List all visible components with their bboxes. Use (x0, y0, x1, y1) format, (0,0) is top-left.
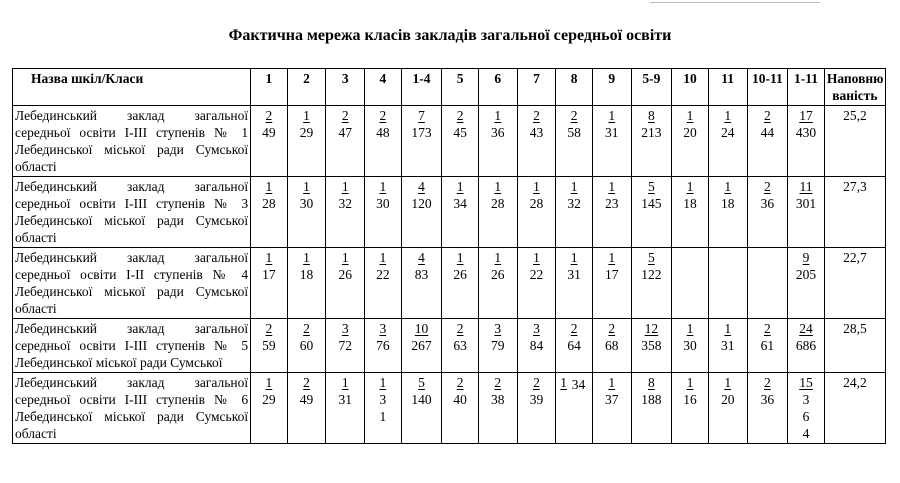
occupancy-value: 22,7 (824, 248, 885, 319)
students-count: 44 (760, 125, 775, 140)
students-count: 358 (641, 338, 662, 353)
header-grade: 3 (326, 69, 365, 106)
classes-count: 8 (648, 108, 655, 123)
students-count: 26 (491, 267, 505, 282)
class-count-cell (708, 177, 747, 248)
students-count: 58 (567, 125, 581, 140)
classes-count: 3 (341, 321, 349, 336)
students-count: 76 (376, 338, 390, 353)
students-count: 188 (641, 392, 662, 407)
header-grade: 5 (442, 69, 479, 106)
header-grade: 7 (517, 69, 556, 106)
header-grade: 6 (478, 69, 517, 106)
class-count-cell (365, 177, 402, 248)
class-count-cell (556, 319, 593, 373)
class-count-cell (708, 319, 747, 373)
classes-count: 2 (494, 375, 502, 390)
classes-count: 1 (265, 179, 273, 194)
students-count: 26 (453, 267, 467, 282)
students-count: 45 (453, 125, 467, 140)
classes-count: 1 (686, 108, 694, 123)
students-count: 30 (299, 196, 314, 211)
classes-count: 2 (763, 179, 771, 194)
class-count-cell (478, 177, 517, 248)
students-count: 43 (529, 125, 544, 140)
students-count: 18 (720, 196, 735, 211)
class-count-cell (708, 373, 747, 444)
students-count: 36 (491, 125, 505, 140)
class-count-cell (401, 373, 442, 444)
class-network-table (12, 68, 886, 444)
classes-count: 1 (456, 250, 464, 265)
students-count: 49 (262, 125, 276, 140)
students-count: 79 (491, 338, 505, 353)
class-count-cell (287, 373, 326, 444)
classes-count: 1 (608, 375, 616, 390)
students-count: 31 (379, 392, 387, 424)
students-count: 20 (683, 125, 697, 140)
students-count: 28 (262, 196, 276, 211)
students-count: 39 (529, 392, 544, 407)
students-count: 48 (376, 125, 390, 140)
classes-count: 1 (608, 250, 616, 265)
classes-count: 1 (570, 250, 578, 265)
classes-count: 1 (724, 321, 732, 336)
header-grade: 5-9 (631, 69, 672, 106)
classes-count: 1 (608, 179, 616, 194)
classes-count: 15 (799, 375, 813, 390)
class-count-cell (672, 373, 709, 444)
classes-count: 1 (265, 250, 273, 265)
header-grade: 1 (251, 69, 288, 106)
class-count-cell (788, 106, 825, 177)
classes-count: 1 (608, 108, 616, 123)
class-count-cell (631, 177, 672, 248)
header-grade: 10-11 (747, 69, 788, 106)
classes-count: 3 (533, 321, 540, 336)
class-count-cell (517, 248, 556, 319)
students-count: 64 (567, 338, 581, 353)
class-count-cell (251, 177, 288, 248)
class-count-cell (326, 177, 365, 248)
students-count: 120 (411, 196, 432, 211)
students-count: 72 (338, 338, 352, 353)
class-count-cell (517, 373, 556, 444)
class-count-cell (788, 319, 825, 373)
classes-count: 11 (799, 179, 813, 194)
classes-count: 2 (608, 321, 616, 336)
students-count: 47 (338, 125, 352, 140)
class-count-cell (401, 177, 442, 248)
class-count-cell (556, 373, 593, 444)
classes-count: 1 (379, 375, 387, 390)
students-count: 63 (453, 338, 467, 353)
students-count: 34 (571, 377, 586, 392)
classes-count: 8 (648, 375, 655, 390)
students-count: 173 (411, 125, 432, 140)
classes-count: 7 (418, 108, 425, 123)
class-count-cell (592, 319, 631, 373)
class-count-cell (708, 248, 747, 319)
class-count-cell (631, 248, 672, 319)
class-count-cell (672, 319, 709, 373)
classes-count: 12 (644, 321, 659, 336)
table-header-row (13, 69, 886, 106)
class-count-cell (287, 319, 326, 373)
classes-count: 1 (341, 179, 349, 194)
class-count-cell (631, 373, 672, 444)
table-row (13, 319, 886, 373)
classes-count: 1 (570, 179, 578, 194)
classes-count: 1 (686, 179, 694, 194)
students-count: 68 (604, 338, 619, 353)
classes-count: 9 (802, 250, 810, 265)
classes-count: 2 (265, 321, 273, 336)
classes-count: 1 (724, 108, 732, 123)
classes-count: 1 (341, 375, 349, 390)
class-count-cell (788, 177, 825, 248)
header-grade: 10 (672, 69, 709, 106)
class-count-cell (672, 106, 709, 177)
occupancy-value: 24,2 (824, 373, 885, 444)
classes-count: 2 (456, 375, 464, 390)
class-count-cell (401, 106, 442, 177)
students-count: 28 (491, 196, 505, 211)
class-count-cell (365, 106, 402, 177)
classes-count: 2 (456, 321, 464, 336)
students-count: 30 (376, 196, 390, 211)
classes-count: 1 (686, 321, 694, 336)
classes-count: 2 (533, 375, 540, 390)
class-count-cell (747, 177, 788, 248)
classes-count: 2 (533, 108, 540, 123)
classes-count: 2 (763, 108, 771, 123)
students-count: 28 (529, 196, 544, 211)
students-count: 17 (262, 267, 276, 282)
class-count-cell (708, 106, 747, 177)
class-count-cell (251, 373, 288, 444)
page-title: Фактична мережа класів закладів загальної середньої освіти (228, 27, 672, 44)
classes-count: 1 (724, 375, 732, 390)
classes-count: 1 (379, 179, 387, 194)
students-count: 59 (262, 338, 276, 353)
table-row (13, 248, 886, 319)
school-name: Лебединський заклад загальної середньої освіти І-ІІІ ступенів № 1 Лебединської міської ради Сумської області (13, 106, 251, 177)
class-count-cell (556, 248, 593, 319)
classes-count: 1 (456, 179, 464, 194)
students-count: 301 (795, 196, 817, 211)
class-count-cell (672, 248, 709, 319)
school-name: Лебединський заклад загальної середньої освіти І-ІІІ ступенів № 5 Лебединської міської ради Сумської (13, 319, 251, 373)
class-count-cell (517, 106, 556, 177)
class-count-cell (747, 373, 788, 444)
students-count: 34 (453, 196, 467, 211)
classes-count: 2 (570, 321, 578, 336)
classes-count: 10 (414, 321, 429, 336)
classes-count: 3 (379, 321, 387, 336)
header-grade: 9 (592, 69, 631, 106)
students-count: 32 (338, 196, 352, 211)
class-count-cell (478, 106, 517, 177)
classes-count: 5 (648, 250, 655, 265)
classes-count: 5 (648, 179, 655, 194)
occupancy-value: 27,3 (824, 177, 885, 248)
classes-count: 5 (418, 375, 425, 390)
class-count-cell (287, 248, 326, 319)
students-count: 18 (299, 267, 314, 282)
class-count-cell (251, 248, 288, 319)
students-count: 49 (299, 392, 314, 407)
classes-count: 1 (303, 179, 310, 194)
class-count-cell (326, 373, 365, 444)
school-name: Лебединський заклад загальної середньої освіти І-ІІ ступенів № 4 Лебединської міської ради Сумської області (13, 248, 251, 319)
classes-count: 1 (560, 375, 568, 390)
class-count-cell (592, 106, 631, 177)
students-count: 30 (683, 338, 697, 353)
class-count-cell (365, 248, 402, 319)
classes-count: 1 (265, 375, 273, 390)
students-count: 17 (604, 267, 619, 282)
students-count: 40 (453, 392, 467, 407)
class-count-cell (401, 319, 442, 373)
classes-count: 2 (456, 108, 464, 123)
classes-count: 1 (494, 250, 502, 265)
classes-count: 1 (533, 179, 540, 194)
class-count-cell (592, 248, 631, 319)
students-count: 205 (795, 267, 817, 282)
class-count-cell (478, 373, 517, 444)
class-count-cell (326, 248, 365, 319)
header-occupancy: Наповню ваність (824, 69, 885, 106)
students-count: 31 (567, 267, 581, 282)
classes-count: 2 (341, 108, 349, 123)
class-count-cell (287, 106, 326, 177)
class-count-cell (747, 319, 788, 373)
header-school-name: Назва шкіл/Класи (13, 69, 251, 106)
table-row (13, 106, 886, 177)
classes-count: 2 (303, 321, 310, 336)
students-count: 22 (529, 267, 544, 282)
classes-count: 2 (265, 108, 273, 123)
students-count: 26 (338, 267, 352, 282)
students-count: 140 (411, 392, 432, 407)
class-count-cell (287, 177, 326, 248)
classes-count: 2 (763, 321, 771, 336)
students-count: 84 (529, 338, 544, 353)
students-count: 213 (641, 125, 662, 140)
classes-count: 1 (724, 179, 732, 194)
students-count: 37 (604, 392, 619, 407)
students-count: 24 (720, 125, 735, 140)
students-count: 32 (567, 196, 581, 211)
students-count: 23 (604, 196, 619, 211)
classes-count: 24 (799, 321, 813, 336)
class-count-cell (788, 248, 825, 319)
class-count-cell (478, 319, 517, 373)
class-count-cell (631, 106, 672, 177)
table-row (13, 373, 886, 444)
class-count-cell (672, 177, 709, 248)
class-count-cell (556, 177, 593, 248)
header-grade: 2 (287, 69, 326, 106)
students-count: 18 (683, 196, 697, 211)
class-count-cell (251, 319, 288, 373)
header-grade: 1-4 (401, 69, 442, 106)
classes-count: 4 (418, 179, 425, 194)
header-grade: 11 (708, 69, 747, 106)
students-count: 29 (262, 392, 276, 407)
students-count: 22 (376, 267, 390, 282)
class-count-cell (592, 177, 631, 248)
students-count: 122 (641, 267, 662, 282)
classes-count: 1 (533, 250, 540, 265)
class-count-cell (365, 373, 402, 444)
students-count: 364 (802, 392, 810, 441)
class-count-cell (478, 248, 517, 319)
students-count: 61 (760, 338, 775, 353)
header-grade: 4 (365, 69, 402, 106)
header-grade: 1-11 (788, 69, 825, 106)
classes-count: 1 (379, 250, 387, 265)
table-row (13, 177, 886, 248)
occupancy-value: 28,5 (824, 319, 885, 373)
students-count: 36 (760, 392, 775, 407)
header-grade: 8 (556, 69, 593, 106)
school-name: Лебединський заклад загальної середньої освіти І-ІІІ ступенів № 6 Лебединської міської ради Сумської області (13, 373, 251, 444)
students-count: 31 (720, 338, 735, 353)
class-count-cell (747, 248, 788, 319)
students-count: 29 (299, 125, 314, 140)
students-count: 38 (491, 392, 505, 407)
class-count-cell (442, 373, 479, 444)
classes-count: 2 (379, 108, 387, 123)
class-count-cell (401, 248, 442, 319)
students-count: 686 (795, 338, 817, 353)
page-top-edge (650, 0, 820, 3)
students-count: 31 (604, 125, 619, 140)
students-count: 430 (795, 125, 817, 140)
students-count: 145 (641, 196, 662, 211)
classes-count: 1 (303, 250, 310, 265)
classes-count: 2 (570, 108, 578, 123)
students-count: 83 (414, 267, 429, 282)
class-count-cell (442, 248, 479, 319)
classes-count: 2 (763, 375, 771, 390)
class-count-cell (788, 373, 825, 444)
class-count-cell (631, 319, 672, 373)
class-count-cell (592, 373, 631, 444)
class-count-cell (365, 319, 402, 373)
students-count: 267 (411, 338, 432, 353)
classes-count: 2 (303, 375, 310, 390)
class-count-cell (442, 106, 479, 177)
class-count-cell (442, 319, 479, 373)
students-count: 60 (299, 338, 314, 353)
classes-count: 4 (418, 250, 425, 265)
class-count-cell (517, 319, 556, 373)
classes-count: 1 (341, 250, 349, 265)
class-count-cell (747, 106, 788, 177)
class-count-cell (326, 319, 365, 373)
students-count: 36 (760, 196, 775, 211)
classes-count: 3 (494, 321, 502, 336)
occupancy-value: 25,2 (824, 106, 885, 177)
class-count-cell (251, 106, 288, 177)
class-count-cell (326, 106, 365, 177)
class-count-cell (442, 177, 479, 248)
classes-count: 1 (494, 108, 502, 123)
students-count: 16 (683, 392, 697, 407)
school-name: Лебединський заклад загальної середньої освіти І-ІІІ ступенів № 3 Лебединської міської ради Сумської області (13, 177, 251, 248)
students-count: 31 (338, 392, 352, 407)
class-count-cell (556, 106, 593, 177)
classes-count: 1 (686, 375, 694, 390)
classes-count: 17 (799, 108, 813, 123)
classes-count: 1 (494, 179, 502, 194)
class-count-cell (517, 177, 556, 248)
students-count: 20 (720, 392, 735, 407)
classes-count: 1 (303, 108, 310, 123)
